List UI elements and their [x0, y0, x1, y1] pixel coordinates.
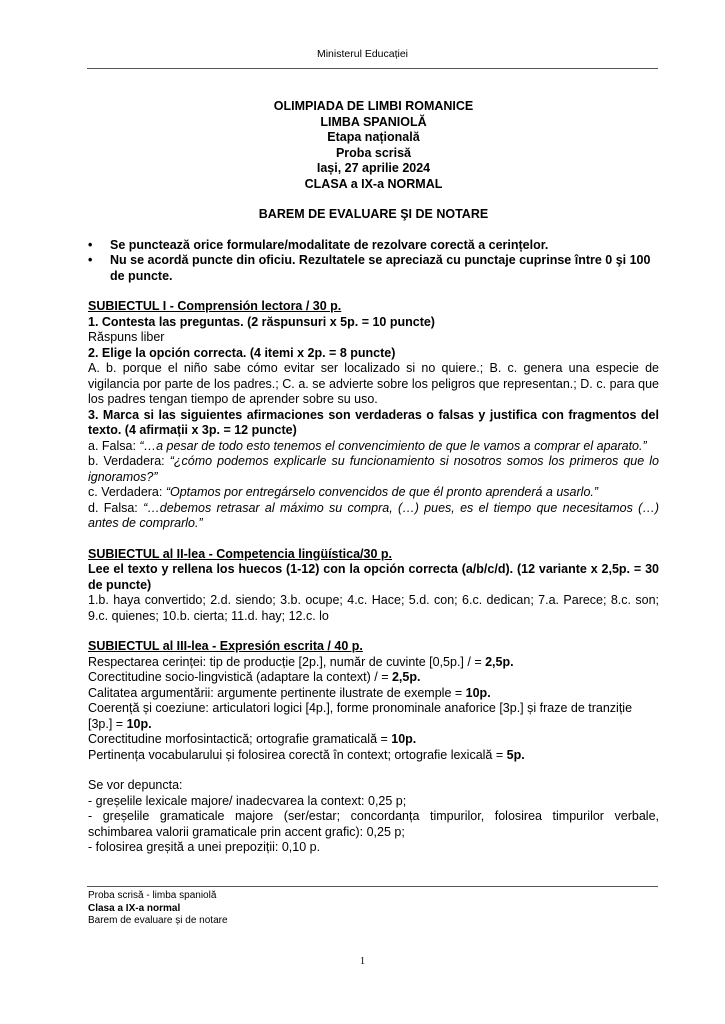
question-1: 1. Contesta las preguntas. (2 răspunsuri x 5p. = 10 puncte): [88, 314, 435, 329]
language-title: LIMBA SPANIOLĂ: [320, 114, 427, 129]
deduction-item: - greșelile lexicale majore/ inadecvarea la context: 0,25 p;: [88, 793, 407, 808]
section-2-answers: 1.b. haya convertido; 2.d. siendo; 3.b. ocupe; 4.c. Hace; 5.d. con; 6.c. dedican; 7.a. Parece; 8.c. son; 9.c. quienes; 10.b. cierta; 11.d. hay; 12.c. lo: [88, 593, 659, 623]
section-1-title: SUBIECTUL I - Comprensión lectora / 30 p.: [88, 299, 342, 313]
bullet-icon: •: [88, 237, 93, 252]
deduction-item: - folosirea greșită a unei prepoziții: 0,10 p.: [88, 840, 321, 854]
rule-item: • Se punctează orice formulare/modalitate de rezolvare corectă a cerințelor.: [88, 237, 549, 252]
footer-subject: Proba scrisă - limba spaniolă: [88, 890, 217, 901]
general-rules: [88, 238, 659, 285]
section-2-question: Lee el texto y rellena los huecos (1-12) con la opción correcta (a/b/c/d). (12 variante x 2,5p. = 30 de puncte): [88, 562, 659, 592]
bullet-icon: •: [88, 253, 93, 267]
question-1-answer: Răspuns liber: [88, 330, 165, 344]
olympiad-title: OLIMPIADA DE LIMBI ROMANICE: [273, 99, 474, 113]
question-2-answer: A. b. porque el niño sabe cómo evitar ser localizado si no quiere.; B. c. genera una especie de vigilancia por parte de los padres.; C. a. se advierte sobre los peligros que representan.; D. c. para que los padres tengan tiempo de aprender sobre su uso.: [88, 361, 659, 406]
class-level: CLASA a IX-a NORMAL: [304, 176, 443, 191]
section-3-title: SUBIECTUL al III-lea - Expresión escrita / 40 p.: [88, 639, 363, 653]
answer-d: d. Falsa: “…debemos retrasar al máximo su compra, (…) pues, es el tiempo que necesitamos (…) antes de comprarlo.”: [88, 500, 659, 530]
footer-doc-type: Barem de evaluare și de notare: [88, 915, 228, 926]
criterion-1: Respectarea cerinței: tip de producție [2p.], număr de cuvinte [0,5p.] / = 2,5p.: [88, 654, 514, 669]
place-date: Iași, 27 aprilie 2024: [316, 161, 431, 175]
question-2: 2. Elige la opción correcta. (4 itemi x 2p. = 8 puncte): [88, 345, 396, 360]
criterion-4: Coerență și coeziune: articulatori logici [4p.], forme pronominale anaforice [3p.] și fraze de tranziție [3p.] = 10p.: [88, 701, 633, 731]
rule-item: • Nu se acordă puncte din oficiu. Rezultatele se apreciază cu punctaje cuprinse între 0 şi 100 de puncte.: [88, 253, 651, 283]
section-3: [88, 639, 659, 856]
section-2: [88, 547, 659, 625]
footer-class: Clasa a IX-a normal: [88, 902, 181, 914]
answer-a: a. Falsa: “…a pesar de todo esto tenemos el convencimiento de que le vamos a comprar el aparato.”: [88, 438, 647, 453]
stage-title: Etapa națională: [327, 130, 420, 144]
criterion-6: Pertinența vocabularului și folosirea corectă în context; ortografie lexicală = 5p.: [88, 747, 525, 762]
section-2-title: SUBIECTUL al II-lea - Competencia lingüística/30 p.: [88, 546, 393, 561]
header-rule: [87, 68, 658, 69]
document-body: [88, 99, 659, 856]
criterion-2: Corectitudine socio-lingvistică (adaptare la context) / = 2,5p.: [88, 670, 421, 684]
test-type: Proba scrisă: [335, 145, 412, 160]
answer-b: b. Verdadera: “¿cómo podemos explicarle su funcionamiento si nosotros somos los primeros que lo ignoramos?”: [88, 454, 659, 484]
title-block: [88, 99, 659, 192]
barem-title: BAREM DE EVALUARE ŞI DE NOTARE: [258, 207, 489, 221]
page-header: Ministerul Educației: [316, 48, 409, 60]
footer-rule: [87, 886, 658, 887]
answer-c: c. Verdadera: “Optamos por entregárselo convencidos de que él pronto aprenderá a usarlo.”: [88, 485, 599, 499]
question-3: 3. Marca si las siguientes afirmaciones son verdaderas o falsas y justifica con fragmentos del texto. (4 afirmații x 3p. = 12 puncte): [88, 407, 659, 437]
deduction-item: - greșelile gramaticale majore (ser/estar; concordanța timpurilor, folosirea timpurilor verbale, schimbarea valorii gramaticale prin accent grafic): 0,25 p;: [88, 809, 659, 839]
page-footer: [88, 890, 228, 928]
criterion-3: Calitatea argumentării: argumente pertinente ilustrate de exemple = 10p.: [88, 685, 491, 700]
deduction-intro: Se vor depuncta:: [88, 778, 183, 792]
criterion-5: Corectitudine morfosintactică; ortografie gramaticală = 10p.: [88, 732, 417, 746]
section-1: [88, 299, 659, 532]
page-number: 1: [360, 956, 365, 967]
